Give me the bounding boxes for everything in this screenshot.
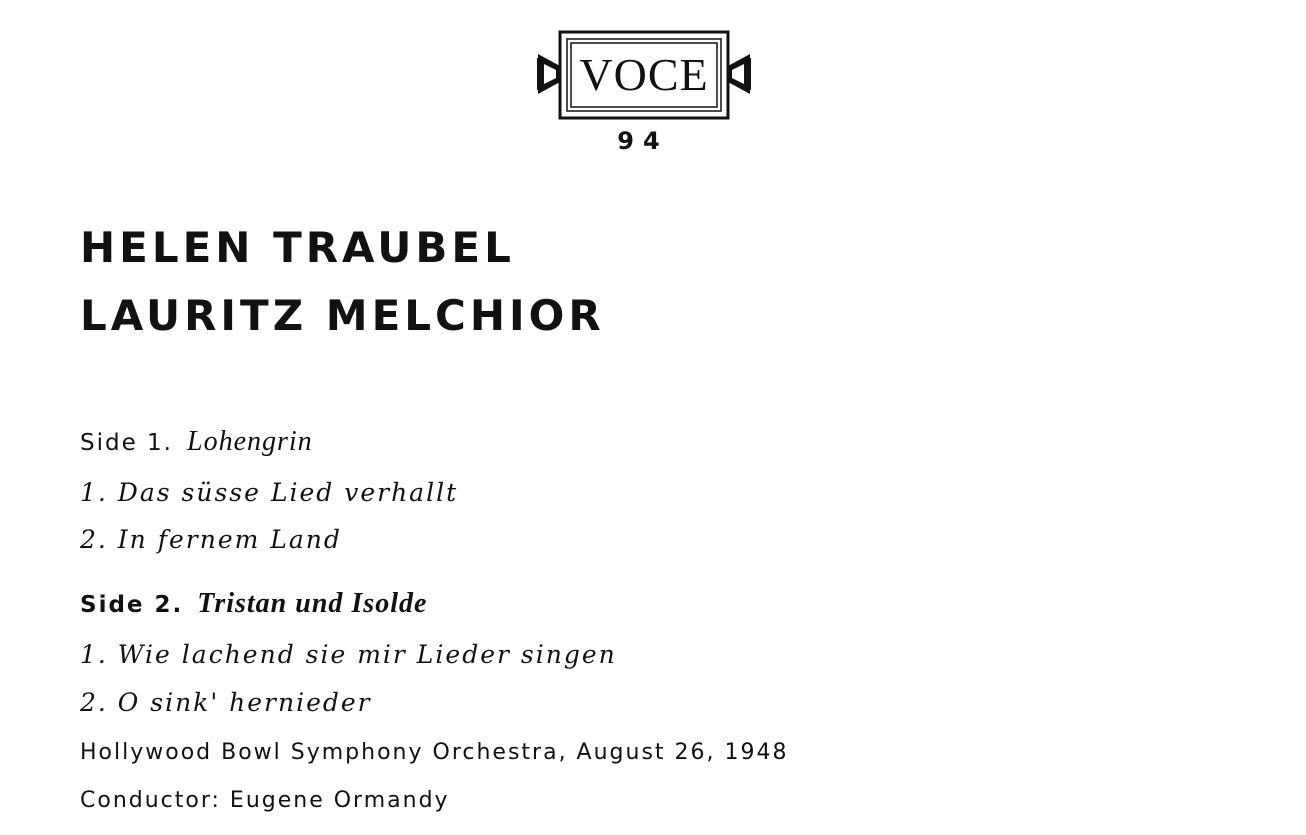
- catalog-number: 94: [617, 127, 669, 155]
- side-2-heading: [80, 588, 427, 620]
- orchestra-credit: Hollywood Bowl Symphony Orchestra, August 26, 1948: [80, 740, 789, 765]
- work-title: Tristan und Isolde: [197, 588, 428, 619]
- track-item: 2. In fernem Land: [80, 525, 342, 554]
- work-title: Lohengrin: [187, 426, 313, 457]
- track-item: 1. Das süsse Lied verhallt: [80, 478, 459, 507]
- track-item: 2. O sink' hernieder: [80, 688, 372, 717]
- side-label: Side 1.: [80, 430, 173, 456]
- side-label: Side 2.: [80, 592, 184, 618]
- artist-name: LAURITZ MELCHIOR: [80, 291, 605, 340]
- artist-names: [80, 214, 605, 350]
- conductor-credit: Conductor: Eugene Ormandy: [80, 788, 450, 813]
- track-item: 1. Wie lachend sie mir Lieder singen: [80, 640, 617, 669]
- side-1-heading: [80, 426, 313, 458]
- voce-logo: [536, 28, 752, 124]
- artist-name: HELEN TRAUBEL: [80, 223, 515, 272]
- logo-text: VOCE: [579, 48, 709, 100]
